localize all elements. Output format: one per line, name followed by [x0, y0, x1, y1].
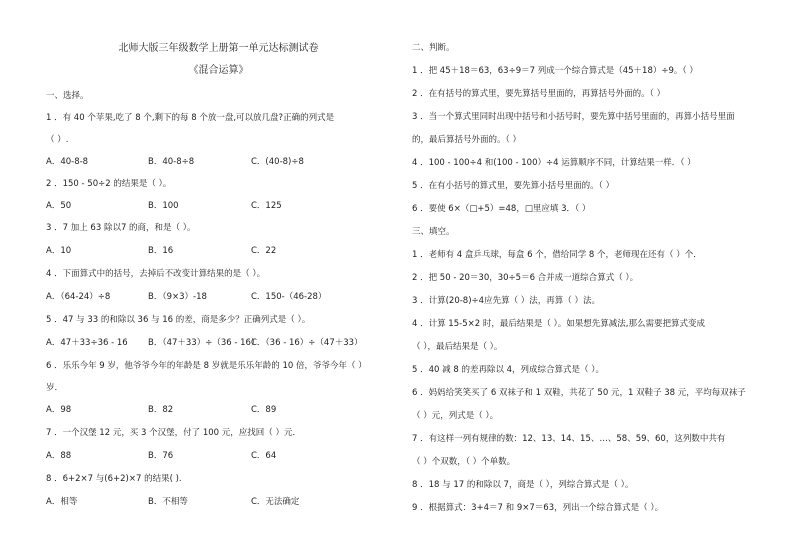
fill-in-line-8: （ ）元，列式是（ ）。: [412, 411, 499, 421]
q5-option-a: A．47＋33÷36 - 16: [46, 338, 128, 348]
choice-question-1-line-2: （ ）.: [46, 135, 69, 145]
q3-option-a: A．10: [46, 246, 72, 256]
section-heading-judgement: 二、判断。: [412, 43, 455, 53]
choice-question-6-line-2: 岁．: [46, 383, 64, 393]
q7-option-a: A．88: [46, 451, 72, 461]
fill-in-line-1: 1 ．老师有 4 盒乒乓球，每盒 6 个，借给同学 8 个，老师现在还有（ ）个．: [412, 250, 702, 260]
fill-in-line-2: 2 ．把 50 - 20＝30，30÷5＝6 合并成一道综合算式（ ）。: [412, 273, 639, 283]
q2-option-c: C．125: [251, 201, 282, 211]
q8-option-a: A．相等: [46, 497, 78, 507]
choice-question-1-line-1: 1 ．有 40 个苹果,吃了 8 个,剩下的每 8 个放一盘,可以放几盘?正确的列式是: [46, 113, 335, 123]
fill-in-line-6: 5 ．40 减 8 的差再除以 4，列成综合算式是（ ）。: [412, 365, 605, 375]
choice-question-3: 3 ．7 加上 63 除以7 的商，和是（ ）。: [46, 223, 196, 233]
fill-in-line-10: （ ）个双数，（ ）个单数。: [412, 457, 516, 467]
q4-option-c: C．150-（46-28）: [251, 292, 327, 302]
fill-in-line-3: 3 ．计算(20-8)÷4应先算（ ）法，再算（ ）法。: [412, 296, 600, 306]
choice-question-2: 2 ．150 - 50÷2 的结果是（ ）。: [46, 179, 172, 189]
q5-option-b: B．（47＋33）÷（36 - 16）: [148, 338, 260, 348]
q8-option-b: B．不相等: [148, 497, 188, 507]
q4-option-a: A．（64-24）÷8: [46, 292, 111, 302]
q8-option-c: C．无法确定: [251, 497, 300, 507]
fill-in-line-9: 7 ．有这样一列有规律的数：12、13、14、15、…、58、59、60，这列数中共有: [412, 434, 726, 444]
q2-option-a: A．50: [46, 201, 72, 211]
q6-option-a: A．98: [46, 405, 72, 415]
q5-option-c: C．（36 - 16）÷（47＋33）: [251, 338, 363, 348]
section-heading-fill-in: 三、填空。: [412, 227, 455, 237]
judgement-line-6: 5 ．在有小括号的算式里，要先算小括号里面的。（ ）: [412, 181, 615, 191]
judgement-line-4: 的，最后算括号外面的。（ ）: [412, 135, 521, 145]
section-heading-choice: 一、选择。: [46, 91, 89, 101]
choice-question-4: 4 ．下面算式中的括号，去掉后不改变计算结果的是（ ）。: [46, 269, 266, 279]
fill-in-line-11: 8 ．18 与 17 的和除以 7，商是（ ），列综合算式是（ ）。: [412, 480, 634, 490]
judgement-line-1: 1 ．把 45＋18＝63，63÷9＝7 列成一个综合算式是（45＋18）÷9。（ ）: [412, 66, 698, 76]
fill-in-line-12: 9 ．根据算式：3+4＝7 和 9×7＝63，列出一个综合算式是（ ）。: [412, 503, 664, 513]
q1-option-b: B．40-8÷8: [148, 157, 195, 167]
choice-question-6-line-1: 6 ．乐乐今年 9 岁，他爷爷今年的年龄是 8 岁就是乐乐年龄的 10 倍，爷爷今年（ ）: [46, 361, 367, 371]
q6-option-b: B．82: [148, 405, 174, 415]
fill-in-line-5: （ ），最后结果是（ ）。: [412, 342, 503, 352]
q1-option-c: C．(40-8)÷8: [251, 157, 304, 167]
fill-in-line-4: 4 ．计算 15-5×2 时，最后结果是（ ）。如果想先算减法,那么需要把算式变成: [412, 319, 705, 329]
document-title: 北师大版三年级数学上册第一单元达标测试卷: [118, 43, 319, 54]
q3-option-b: B．16: [148, 246, 174, 256]
fill-in-line-7: 6 ．妈妈给笑笑买了 6 双袜子和 1 双鞋，共花了 50 元，1 双鞋子 38 元，平均每双袜子: [412, 388, 746, 398]
judgement-line-2: 2 ．在有括号的算式里，要先算括号里面的，再算括号外面的。（ ）: [412, 89, 666, 99]
q7-option-b: B．76: [148, 451, 174, 461]
choice-question-5: 5 ．47 与 33 的和除以 36 与 16 的差，商是多少？正确列式是（ ）。: [46, 315, 311, 325]
q6-option-c: C．89: [251, 405, 277, 415]
document-subtitle: 《混合运算》: [188, 65, 249, 76]
choice-question-7: 7 ．一个汉堡 12 元，买 3 个汉堡，付了 100 元，应找回（ ）元．: [46, 428, 301, 438]
q1-option-a: A．40-8-8: [46, 157, 89, 167]
judgement-line-3: 3 ．当一个算式里同时出现中括号和小括号时，要先算中括号里面的，再算小括号里面: [412, 112, 735, 122]
q7-option-c: C．64: [251, 451, 277, 461]
q3-option-c: C．22: [251, 246, 277, 256]
judgement-line-7: 6 ．要使 6×（□+5）=48，□里应填 3．（ ）: [412, 204, 591, 214]
q2-option-b: B．100: [148, 201, 179, 211]
q4-option-b: B．（9×3）-18: [148, 292, 207, 302]
judgement-line-5: 4 ．100 - 100÷4 和(100 - 100）÷4 运算顺序不同，计算结果一样．（ ）: [412, 158, 696, 168]
choice-question-8: 8 ．6+2×7 与(6+2)×7 的结果( ).: [46, 474, 182, 484]
